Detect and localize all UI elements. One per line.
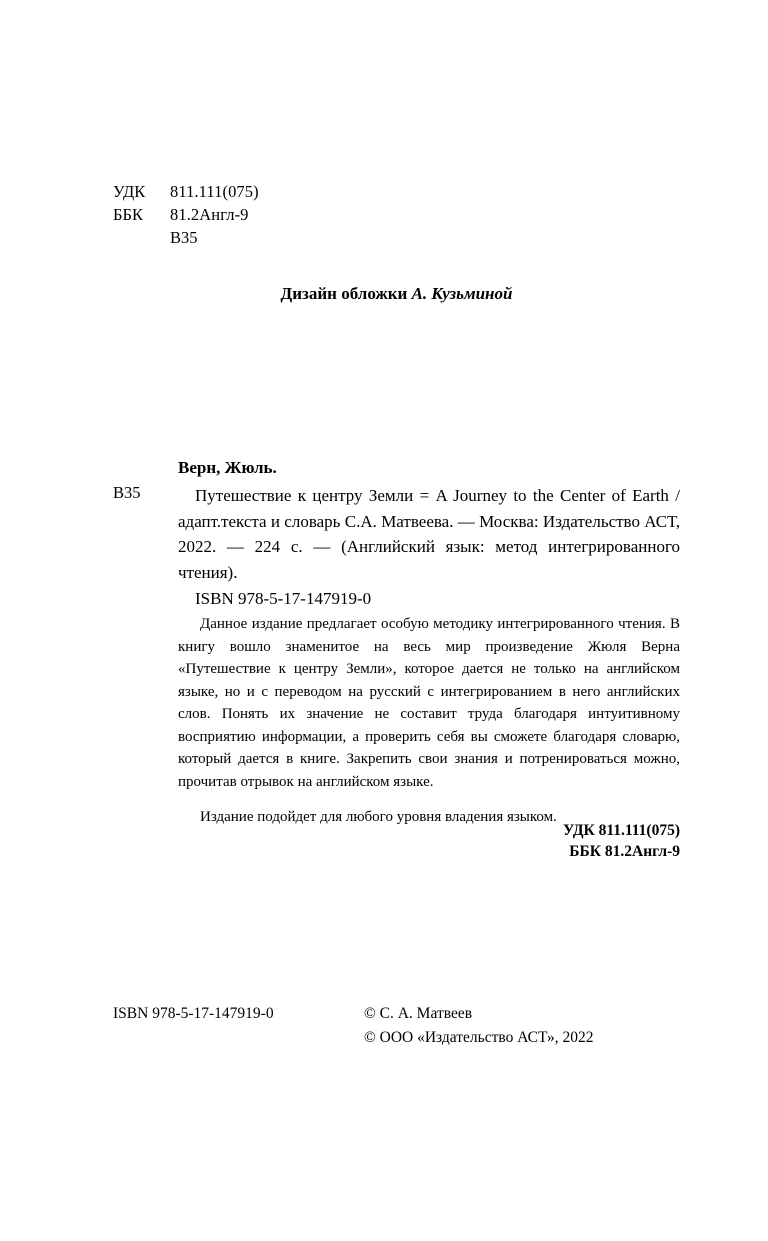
bbk-label: ББК <box>113 205 143 224</box>
udk-label: УДК <box>113 182 146 201</box>
record-isbn: ISBN 978-5-17-147919-0 <box>195 589 372 608</box>
copyright-lines <box>364 1002 680 1050</box>
record-side-code: В35 <box>113 483 141 502</box>
annotation-paragraph-1: Данное издание предлагает особую методику интегрированного чтения. В книгу вошло знаменитое на весь мир произведение Жюля Верна «Путешествие к центру Земли», которое дается не только на английском языке, но и с переводом на русский с интегрированием в него английских слов. Понять их значение не составит труда благодаря интуитивному восприятию информации, а проверить себя вы сможете благодаря словарю, который дается в книге. Закрепить свои знания и потренироваться можно, прочитав отрывок на английском языке. <box>178 616 680 790</box>
cover-designer-name: А. Кузьминой <box>411 284 513 303</box>
annotation-block <box>178 613 680 829</box>
cover-designer-credit <box>113 284 680 304</box>
colophon-isbn: ISBN 978-5-17-147919-0 <box>113 1005 274 1022</box>
record-body <box>113 483 680 609</box>
cover-designer-label: Дизайн обложки <box>280 284 412 303</box>
udk-repeat: УДК 811.111(075) <box>563 822 680 839</box>
bibliographic-record <box>113 458 680 609</box>
author-code-value: В35 <box>170 228 198 247</box>
bbk-row <box>113 203 259 226</box>
colophon-block <box>113 1002 680 1050</box>
udk-value: 811.111(075) <box>170 182 259 201</box>
record-description: Путешествие к центру Земли = A Journey to the Center of Earth / адапт.текста и словарь С.А. Матвеева. — Москва: Издательство АСТ, 2022. — 224 с. — (Английский язык: метод интегрированного чтения). <box>178 486 680 582</box>
annotation-paragraph-2: Издание подойдет для любого уровня владения языком. <box>200 809 557 825</box>
udk-row <box>113 180 259 203</box>
bbk-value: 81.2Англ-9 <box>170 205 249 224</box>
copyright-publisher: © ООО «Издательство АСТ», 2022 <box>364 1029 594 1046</box>
record-author: Верн, Жюль. <box>178 458 277 477</box>
classification-codes-repeat <box>178 820 680 862</box>
copyright-author: © С. А. Матвеев <box>364 1005 473 1022</box>
author-code-row <box>113 226 259 249</box>
classification-block <box>113 180 259 249</box>
bbk-repeat: ББК 81.2Англ-9 <box>569 843 680 860</box>
